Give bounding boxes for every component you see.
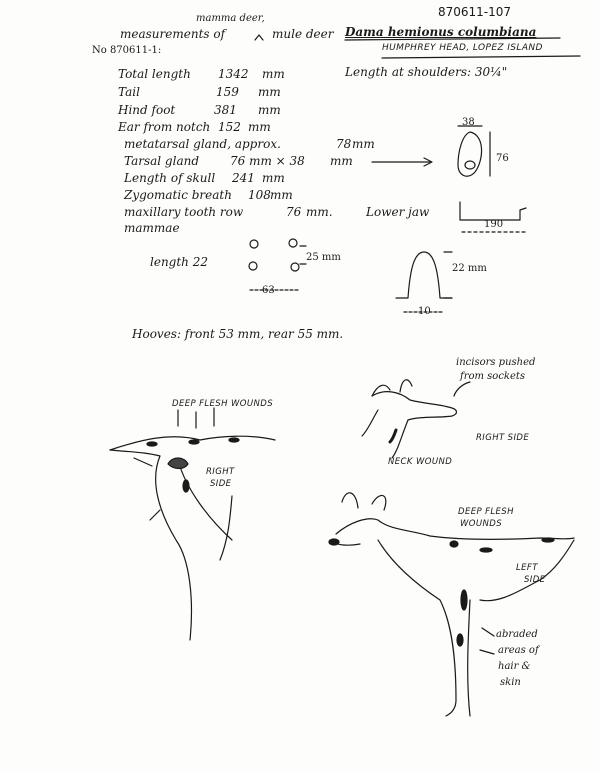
nose-mark	[329, 539, 339, 545]
title-prefix: measurements of	[120, 27, 226, 41]
incisor-arrow	[454, 382, 470, 396]
abraded-label-3: hair &	[498, 661, 531, 672]
measurement-unit: mm	[330, 154, 353, 168]
abraded-mark	[457, 634, 463, 646]
left-side-label-2: SIDE	[524, 575, 546, 585]
incisors-label-2: from sockets	[460, 371, 526, 382]
measurement-unit: mm	[262, 67, 285, 81]
species-name: Dama hemionus columbiana	[345, 25, 537, 39]
spacing-ticks	[300, 246, 306, 264]
neck-wound-label: NECK WOUND	[388, 457, 453, 467]
title-subject: mule deer	[272, 27, 334, 41]
head-outline	[372, 392, 457, 458]
wound-mark	[183, 480, 189, 492]
teat-circle	[289, 239, 297, 247]
measurement-value: 159	[216, 85, 239, 99]
measurement-value: 1342	[218, 67, 249, 81]
leg-arrow	[150, 510, 160, 520]
teat-height-measure: 22 mm	[452, 263, 487, 274]
measurement-label: Length of skull	[124, 171, 216, 185]
measurement-label: metatarsal gland, approx.	[124, 137, 281, 151]
deep-wounds-label-1: DEEP FLESH WOUNDS	[172, 399, 274, 409]
deep-wounds-label-2b: WOUNDS	[460, 519, 503, 529]
measurement-label: Hind foot	[118, 103, 176, 117]
teat-circle	[249, 262, 257, 270]
right-side-body-label: RIGHT	[206, 467, 235, 477]
right-head-line	[110, 450, 160, 456]
left-belly	[480, 540, 574, 601]
neck-wound-mark	[390, 430, 396, 442]
header-annotation: mamma deer,	[196, 13, 265, 24]
side-arrow	[134, 458, 152, 466]
catalog-number: 870611-107	[438, 5, 512, 19]
height-at-shoulders: Length at shoulders: 30¼"	[345, 65, 508, 79]
measurement-label: maxillary tooth row	[124, 205, 244, 219]
abraded-arrows	[480, 628, 494, 654]
species-underline	[345, 38, 560, 40]
measurement-value: 76 mm × 38	[230, 154, 305, 168]
measurement-unit: mm.	[306, 205, 333, 219]
jaw-outline	[460, 202, 526, 220]
teat-width-measure: 10	[418, 306, 431, 317]
hooves-note: Hooves: front 53 mm, rear 55 mm.	[132, 327, 344, 341]
right-ear	[400, 380, 412, 392]
teat-profile	[396, 252, 452, 298]
wound-mark	[147, 442, 157, 446]
gland-side-measure: 76	[496, 153, 509, 164]
measurement-unit: mm	[270, 188, 293, 202]
measurement-label: Total length	[118, 67, 191, 81]
abraded-label-2: areas of	[498, 645, 539, 656]
gland-top-measure: 38	[462, 117, 475, 128]
left-ear-1	[342, 493, 358, 508]
measurement-value: 76	[286, 205, 302, 219]
measurement-unit: mm	[262, 171, 285, 185]
left-side-label: LEFT	[516, 563, 538, 573]
left-ear-2	[372, 495, 386, 510]
right-side-body-label-2: SIDE	[210, 479, 232, 489]
teat-height-ticks	[444, 252, 452, 298]
measurement-label: Zygomatic breath	[124, 188, 232, 202]
mammae-length-label: length 22	[150, 255, 208, 269]
lower-jaw-label: Lower jaw	[366, 205, 430, 219]
abraded-label-4: skin	[500, 677, 521, 688]
deep-wounds-label-2: DEEP FLESH	[458, 507, 514, 517]
right-belly	[220, 496, 232, 560]
measurement-label: Tail	[118, 85, 140, 99]
teat-circle	[250, 240, 258, 248]
measurement-value: 78	[336, 137, 352, 151]
measurement-value: 241	[232, 171, 255, 185]
neck-line	[362, 410, 378, 436]
teat-circle	[291, 263, 299, 271]
abraded-label-1: abraded	[496, 629, 538, 640]
measurement-unit: mm	[258, 103, 281, 117]
location: HUMPHREY HEAD, LOPEZ ISLAND	[382, 43, 543, 53]
measurement-unit: mm	[258, 85, 281, 99]
measurement-unit: mm	[248, 120, 271, 134]
wound-mark	[450, 541, 458, 547]
right-side-head-label: RIGHT SIDE	[476, 433, 530, 443]
caret-mark	[255, 35, 263, 40]
location-underline	[382, 56, 580, 58]
jaw-length-measure: 190	[484, 219, 504, 230]
wound-mark	[542, 538, 554, 542]
wound-mark	[229, 438, 239, 442]
wound-blotch	[168, 458, 188, 469]
gland-spot	[465, 161, 475, 169]
wound-mark	[189, 440, 199, 444]
measurement-label: Ear from notch	[118, 120, 211, 134]
measurement-value: 152	[218, 120, 241, 134]
measurement-label: Tarsal gland	[124, 154, 200, 168]
measurement-value: 108	[248, 188, 271, 202]
wound-mark	[480, 548, 492, 552]
wound-arrows	[178, 408, 214, 428]
abraded-mark	[461, 590, 467, 610]
specimen-id: No 870611-1:	[92, 45, 162, 56]
measurement-label: mammae	[124, 221, 180, 235]
left-back-line	[336, 519, 574, 540]
right-body-curve	[178, 460, 232, 540]
measurement-unit: mm	[352, 137, 375, 151]
mammae-horizontal-spacing: 63	[262, 285, 275, 296]
left-hind-leg-2	[468, 600, 470, 716]
left-hind-leg	[378, 540, 456, 716]
measurement-value: 381	[214, 103, 237, 117]
mammae-vertical-spacing: 25 mm	[306, 252, 341, 263]
incisors-label: incisors pushed	[456, 357, 536, 368]
